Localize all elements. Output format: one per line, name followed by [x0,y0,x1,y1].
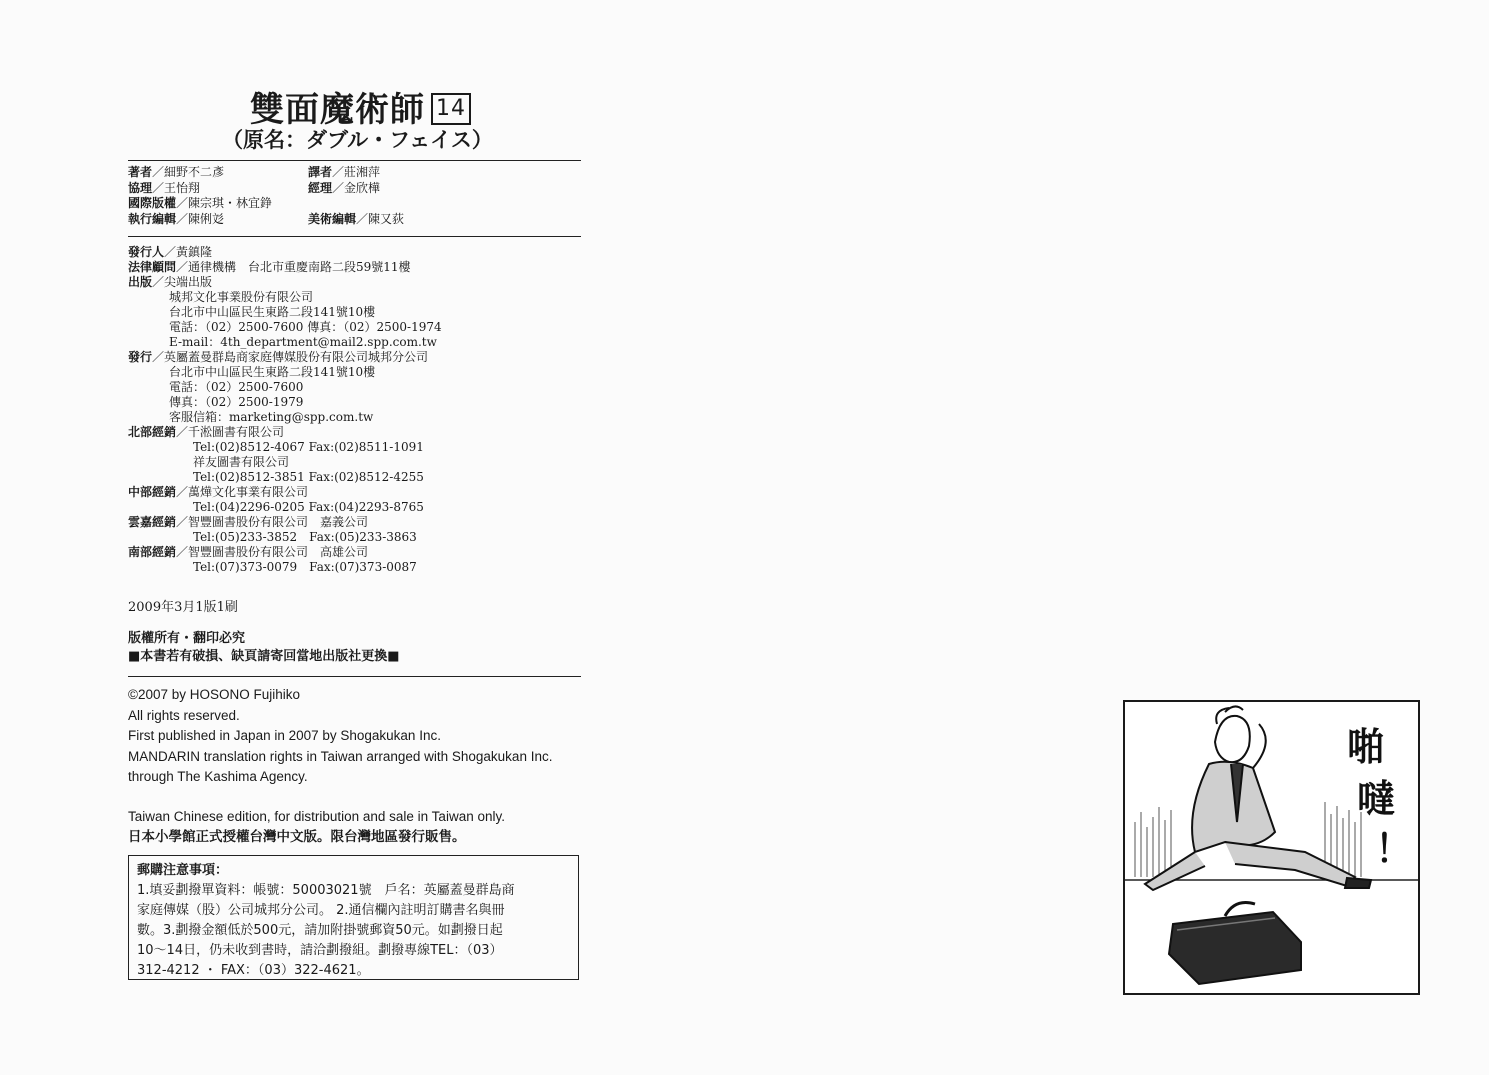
north-line: 祥友圖書有限公司 [193,455,290,469]
legal-value: ／通律機構 台北市重慶南路二段59號11樓 [176,260,411,274]
credits-row [128,181,588,197]
south-value: ／智豐圖書股份有限公司 高雄公司 [176,545,369,559]
credit-label: 協理 [128,180,153,195]
mail-line: 10～14日，仍未收到書時，請洽劃撥組。劃撥專線TEL：（03） [137,943,503,958]
copyright-line: ©2007 by HOSONO Fujihiko [128,687,301,702]
credits-row [128,212,588,228]
publisher-block [128,245,442,575]
publish-line: 電話：（02）2500-7600 傳真：（02）2500-1974 [169,320,442,334]
central-label: 中部經銷 [128,485,177,499]
north-label: 北部經銷 [128,425,177,439]
distribute-label: 發行 [128,350,153,364]
credit-value: ／金欣樺 [332,180,381,195]
credit-value: ／細野不二彥 [152,165,225,179]
sfx-da: 噠 [1357,777,1396,821]
divider [128,236,581,237]
publisher-label: 發行人 [128,245,165,259]
credit-value: ／王怡翔 [152,180,201,195]
yunjia-label: 雲嘉經銷 [128,515,177,529]
publish-value: ／尖端出版 [152,275,213,289]
briefcase [1169,903,1301,985]
copyright-line: through The Kashima Agency. [128,769,308,784]
credit-value: ／陳俐彣 [176,211,225,226]
publish-line: 城邦文化事業股份有限公司 [169,290,314,304]
central-line: Tel:(04)2296-0205 Fax:(04)2293-8765 [193,500,424,514]
credit-value: ／陳宗琪・林宜錚 [176,196,273,210]
credits-row [128,196,588,212]
mail-heading: 郵購注意事項： [137,863,229,878]
mail-line: 數。3.劃撥金額低於500元，請加附掛號郵資50元。如劃撥日起 [137,923,503,938]
title-text: 雙面魔術師 [250,90,425,130]
publish-email: E-mail：4th_department@mail2.spp.com.tw [169,335,437,349]
edition-english: Taiwan Chinese edition, for distribution and sale in Taiwan only. [128,809,505,824]
edition-notice [128,807,505,847]
credit-value: ／莊湘萍 [332,165,381,179]
credit-label: 國際版權 [128,196,177,210]
yunjia-value: ／智豐圖書股份有限公司 嘉義公司 [176,515,369,529]
volume-badge: 14 [431,93,471,125]
sfx-exclaim: ！ [1375,827,1414,871]
divider [128,676,581,677]
mail-order-notice [128,855,579,980]
distribute-line: 台北市中山區民生東路二段141號10樓 [169,365,376,379]
sfx-pa: 啪 [1347,725,1386,769]
publish-label: 出版 [128,275,153,289]
credit-value: ／陳又荻 [356,211,405,226]
distribute-line: 客服信箱：marketing@spp.com.tw [169,410,374,424]
mail-line: 家庭傳媒（股）公司城邦分公司。 2.通信欄內註明訂購書名與冊 [137,903,505,918]
north-line: Tel:(02)8512-3851 Fax:(02)8512-4255 [193,470,424,484]
english-copyright [128,685,552,788]
south-label: 南部經銷 [128,545,177,559]
yunjia-line: Tel:(05)233-3852 Fax:(05)233-3863 [193,530,417,544]
original-title: （原名：ダブル・フェイス） [222,128,493,152]
manga-illustration [1125,702,1418,993]
copyright-line: First published in Japan in 2007 by Shogakukan Inc. [128,728,441,743]
distribute-value: ／英屬蓋曼群島商家庭傳媒股份有限公司城邦分公司 [152,350,429,364]
edition-chinese: 日本小學館正式授權台灣中文版。限台灣地區發行販售。 [128,829,466,845]
mail-line: 312-4212 ・ FAX：（03）322-4621。 [137,963,370,978]
copyright-line: All rights reserved. [128,707,240,723]
rights-line: ■本書若有破損、缺頁請寄回當地出版社更換■ [128,649,400,664]
credit-label: 美術編輯 [308,211,357,226]
credit-label: 執行編輯 [128,211,177,226]
rights-notice [128,630,400,666]
mail-line: 1.填妥劃撥單資料：帳號：50003021號 戶名：英屬蓋曼群島商 [137,883,515,898]
legal-label: 法律顧問 [128,260,177,274]
distribute-line: 傳真：（02）2500-1979 [169,395,304,409]
credit-label: 經理 [308,180,333,195]
north-value: ／千淞圖書有限公司 [176,425,285,439]
credits-row [128,165,588,181]
print-date: 2009年3月1版1刷 [128,600,238,615]
credit-label: 譯者 [308,165,333,179]
central-value: ／萬燁文化事業有限公司 [176,485,309,499]
north-line: Tel:(02)8512-4067 Fax:(02)8511-1091 [193,440,424,454]
copyright-line: MANDARIN translation rights in Taiwan arranged with Shogakukan Inc. [128,748,553,764]
distribute-line: 電話：（02）2500-7600 [169,380,304,394]
publish-line: 台北市中山區民生東路二段141號10樓 [169,305,376,319]
credits-block [128,165,588,227]
south-line: Tel:(07)373-0079 Fax:(07)373-0087 [193,560,417,574]
divider [128,160,581,161]
rights-line: 版權所有・翻印必究 [128,631,246,646]
credit-label: 著者 [128,165,153,179]
manga-panel [1123,700,1420,995]
publisher-value: ／黃鎮隆 [164,245,213,259]
